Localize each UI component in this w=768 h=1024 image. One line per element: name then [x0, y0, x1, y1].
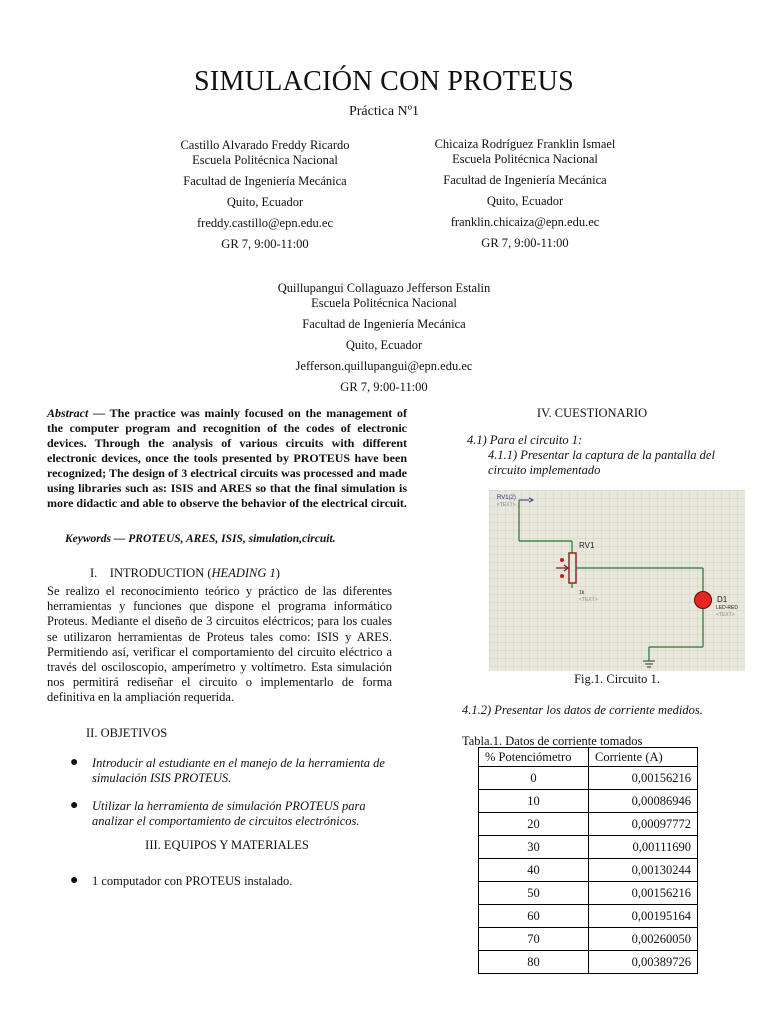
section-heading-equipos: III. EQUIPOS Y MATERIALES — [145, 838, 309, 852]
equipo-text: 1 computador con PROTEUS instalado. — [92, 874, 293, 888]
rv1-value: 1k — [579, 590, 585, 596]
heading-number: I. — [90, 566, 98, 580]
keywords: Keywords — PROTEUS, ARES, ISIS, simulation,circuit. — [65, 533, 336, 545]
author-city: Quito, Ecuador — [345, 338, 423, 352]
heading-text: INTRODUCTION ( — [109, 566, 212, 580]
introduction-paragraph: Se realizo el reconocimiento teórico y práctico de las diferentes herramientas y funciones que dispone el programa informático Proteus. Mediante el diseño de 3 circuitos eléctricos; para los cuales se utilizaron herramientas de Proteus tales como: ISIS y ARES. Permitiendo así, verificar el comportamiento del circuito eléctrico a través del osciloscopio, amperímetro y voltímetro. Esta simulación nos permitirá rediseñar el circuito o implementarlo de forma definitiva en la ampliación requerida. — [47, 584, 392, 705]
paper-title: SIMULACIÓN CON PROTEUS — [194, 66, 574, 97]
text-placeholder: <TEXT> — [579, 597, 598, 603]
author-name: Castillo Alvarado Freddy Ricardo — [180, 138, 350, 152]
objetivo-item — [70, 798, 392, 829]
d1-label: D1 — [717, 595, 728, 604]
table-row — [479, 790, 698, 813]
column-header: Corriente (A) — [589, 748, 698, 767]
table-row — [479, 767, 698, 790]
table-row — [479, 859, 698, 882]
bullet-dot: ● — [70, 798, 79, 813]
cell-current: 0,00260050 — [589, 928, 698, 951]
paper-subtitle: Práctica Nº1 — [348, 104, 420, 119]
table-row — [479, 928, 698, 951]
table-row — [479, 836, 698, 859]
cell-percent: 40 — [479, 859, 589, 882]
grid-lines — [489, 490, 745, 671]
abstract-dash: — — [88, 406, 110, 420]
d1-part: LED-RED — [716, 605, 738, 611]
figure-caption: Fig.1. Circuito 1. — [574, 672, 660, 686]
author-email: Jefferson.quillupangui@epn.edu.ec — [295, 359, 473, 373]
cell-current: 0,00156216 — [589, 882, 698, 905]
section-heading-cuestionario: IV. CUESTIONARIO — [536, 406, 648, 420]
author-email: franklin.chicaiza@epn.edu.ec — [450, 215, 600, 229]
cell-current: 0,00111690 — [589, 836, 698, 859]
table-header-row — [479, 748, 698, 767]
pin-marker — [560, 574, 564, 578]
author-school: Escuela Politécnica Nacional — [311, 296, 457, 310]
current-data-table — [478, 747, 698, 974]
objetivo-text: Utilizar la herramienta de simulación PROTEUS para analizar el comportamiento de circuitos electrónicos. — [92, 799, 366, 828]
author-name: Chicaiza Rodríguez Franklin Ismael — [434, 137, 616, 151]
author-city: Quito, Ecuador — [226, 195, 304, 209]
rv1-label: RV1 — [579, 541, 595, 550]
question-4-1-2: 4.1.2) Presentar los datos de corriente medidos. — [462, 703, 703, 717]
author-faculty: Facultad de Ingeniería Mecánica — [302, 317, 466, 331]
cell-percent: 0 — [479, 767, 589, 790]
cell-current: 0,00389726 — [589, 951, 698, 974]
heading-emphasis: HEADING 1 — [211, 566, 276, 580]
author-email: freddy.castillo@epn.edu.ec — [197, 216, 333, 230]
cell-percent: 60 — [479, 905, 589, 928]
table-row — [479, 813, 698, 836]
question-4-1: 4.1) Para el circuito 1: — [467, 433, 583, 447]
bullet-dot: ● — [70, 755, 79, 770]
bullet-dot: ● — [70, 873, 79, 888]
author-block-1 — [135, 138, 395, 252]
table-row — [479, 882, 698, 905]
cell-current: 0,00086946 — [589, 790, 698, 813]
text-placeholder: <TEXT> — [497, 502, 516, 508]
cell-current: 0,00156216 — [589, 767, 698, 790]
author-group: GR 7, 9:00-11:00 — [340, 380, 428, 394]
heading-close: ) — [275, 566, 280, 580]
cell-percent: 80 — [479, 951, 589, 974]
rv1-probe-label: RV1(2) — [497, 495, 516, 501]
cell-current: 0,00130244 — [589, 859, 698, 882]
column-header: % Potenciómetro — [479, 748, 589, 767]
author-city: Quito, Ecuador — [486, 194, 564, 208]
cell-percent: 50 — [479, 882, 589, 905]
equipo-item — [70, 873, 392, 889]
author-faculty: Facultad de Ingeniería Mecánica — [443, 173, 607, 187]
section-heading-objetivos: II. OBJETIVOS — [86, 726, 168, 740]
cell-percent: 20 — [479, 813, 589, 836]
table-row — [479, 951, 698, 974]
cell-current: 0,00097772 — [589, 813, 698, 836]
abstract — [47, 406, 407, 511]
cell-current: 0,00195164 — [589, 905, 698, 928]
pin-marker — [560, 558, 564, 562]
author-name: Quillupangui Collaguazo Jefferson Estalin — [277, 281, 491, 295]
led-icon — [695, 592, 712, 609]
section-heading-introduction — [90, 566, 280, 581]
text-placeholder: <TEXT> — [716, 612, 735, 618]
cell-percent: 10 — [479, 790, 589, 813]
circuit-figure — [489, 490, 745, 671]
question-4-1-1: 4.1.1) Presentar la captura de la pantalla del circuito implementado — [488, 448, 715, 477]
author-block-2 — [395, 137, 655, 251]
table-row — [479, 905, 698, 928]
cell-percent: 70 — [479, 928, 589, 951]
author-school: Escuela Politécnica Nacional — [192, 153, 338, 167]
objetivo-text: Introducir al estudiante en el manejo de la herramienta de simulación ISIS PROTEUS. — [92, 756, 385, 785]
abstract-label: Abstract — [47, 406, 89, 420]
table-caption: Tabla.1. Datos de corriente tomados — [462, 734, 643, 748]
author-faculty: Facultad de Ingeniería Mecánica — [183, 174, 347, 188]
cell-percent: 30 — [479, 836, 589, 859]
author-group: GR 7, 9:00-11:00 — [221, 237, 309, 251]
author-school: Escuela Politécnica Nacional — [452, 152, 598, 166]
author-block-3 — [234, 281, 534, 395]
author-group: GR 7, 9:00-11:00 — [481, 236, 569, 250]
abstract-body: The practice was mainly focused on the management of the computer program and recognition of the codes of electronic devices. Through the analysis of various circuits with different electronic devices, once the tools presented by PROTEUS have been recognized; The design of 3 electrical circuits was processed and made using libraries such as: ISIS and ARES so that the final simulation is more didactic and able to observe the behavior of the electrical circuit. — [47, 406, 407, 510]
objetivo-item — [70, 755, 392, 786]
